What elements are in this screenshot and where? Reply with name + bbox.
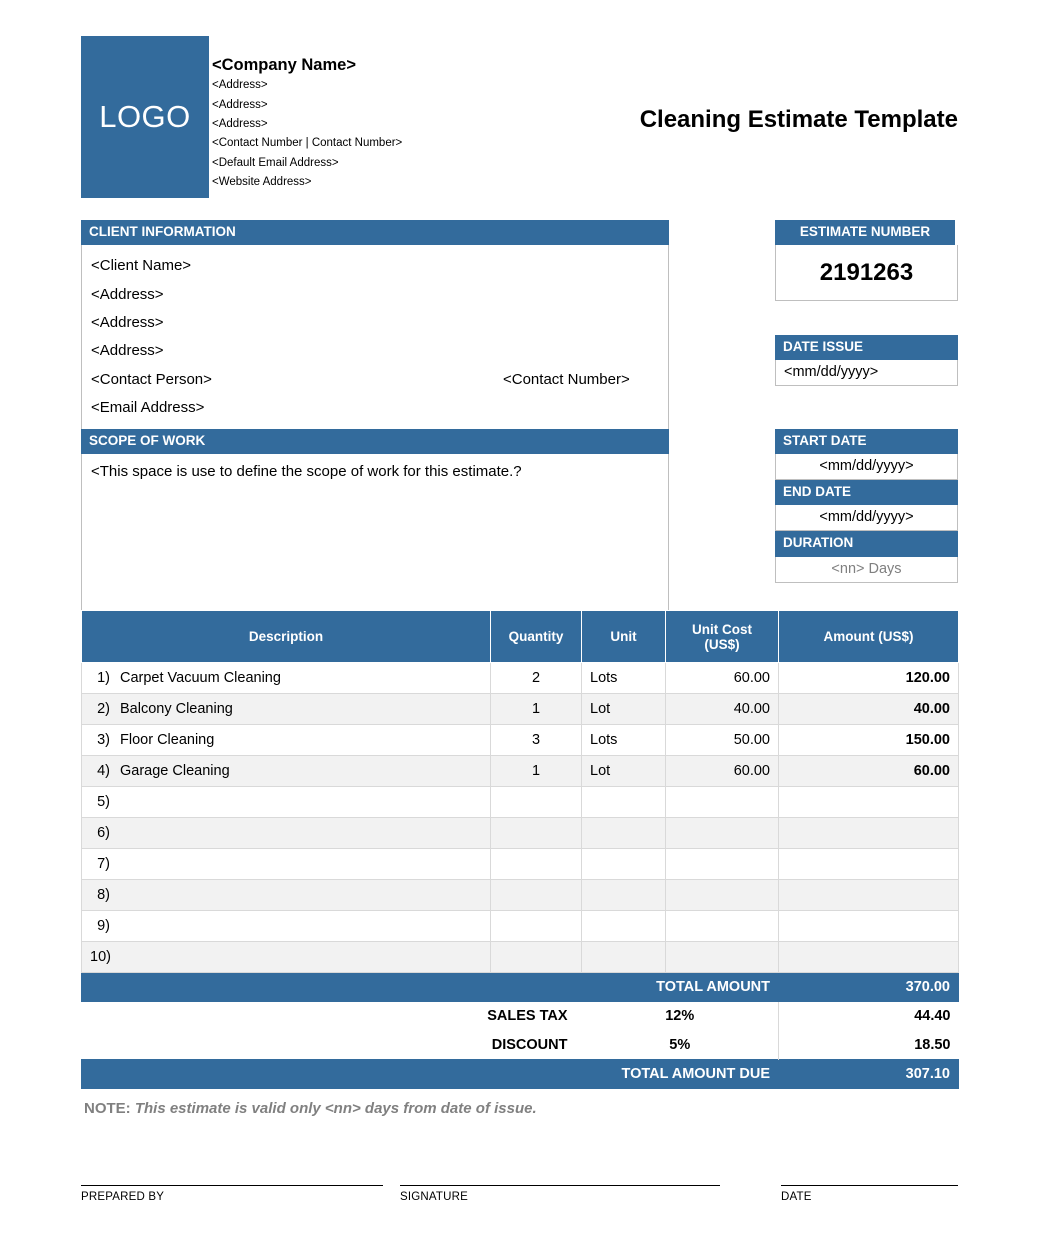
cell-quantity[interactable] <box>491 818 582 849</box>
duration-value[interactable]: <nn> Days <box>775 557 958 583</box>
note-text: This estimate is valid only <nn> days from date of issue. <box>130 1100 537 1117</box>
total-due-value: 307.10 <box>779 1060 959 1089</box>
row-number: 6) <box>97 825 110 841</box>
table-header-row <box>82 611 959 663</box>
total-amount-label: TOTAL AMOUNT <box>82 973 779 1002</box>
cell-unit[interactable] <box>582 849 666 880</box>
client-address-2[interactable]: <Address> <box>91 313 164 331</box>
discount-row <box>82 1031 959 1060</box>
cell-unit[interactable] <box>582 942 666 973</box>
duration-label: DURATION <box>775 531 958 556</box>
row-number: 1) <box>97 670 110 686</box>
cell-unit-cost[interactable] <box>666 942 779 973</box>
line-items-body <box>82 663 959 973</box>
cell-quantity[interactable] <box>491 849 582 880</box>
signature-footer <box>81 1185 958 1235</box>
scope-of-work-text[interactable]: <This space is use to define the scope of work for this estimate.? <box>81 454 669 617</box>
total-due-row <box>82 1060 959 1089</box>
cell-amount[interactable]: 40.00 <box>779 694 959 725</box>
cell-unit-cost[interactable] <box>666 849 779 880</box>
table-row <box>82 818 959 849</box>
table-row <box>82 880 959 911</box>
end-date-label: END DATE <box>775 480 958 505</box>
row-number: 3) <box>97 732 110 748</box>
estimate-number-value[interactable]: 2191263 <box>775 245 958 301</box>
company-address-line-2: <Address> <box>212 98 268 111</box>
total-amount-value: 370.00 <box>779 973 959 1002</box>
client-contact-row <box>91 366 659 394</box>
row-number: 10) <box>90 949 111 965</box>
row-description: Garage Cleaning <box>120 763 230 779</box>
row-number: 7) <box>97 856 110 872</box>
cell-quantity[interactable] <box>491 880 582 911</box>
cell-description[interactable] <box>82 911 491 942</box>
cell-amount[interactable] <box>779 849 959 880</box>
client-contact-number[interactable]: <Contact Number> <box>503 370 630 388</box>
row-number: 5) <box>97 794 110 810</box>
cell-unit-cost[interactable]: 60.00 <box>666 756 779 787</box>
header-unit-cost-line1: Unit Cost <box>692 621 752 637</box>
discount-value: 18.50 <box>779 1031 959 1060</box>
schedule-section <box>775 429 958 583</box>
cell-unit-cost[interactable]: 50.00 <box>666 725 779 756</box>
table-row <box>82 942 959 973</box>
date-field[interactable]: DATE <box>781 1185 958 1203</box>
date-issue-label: DATE ISSUE <box>775 335 958 360</box>
client-contact-person[interactable]: <Contact Person> <box>91 370 212 388</box>
table-row <box>82 725 959 756</box>
cell-amount[interactable] <box>779 818 959 849</box>
signature-field[interactable]: SIGNATURE <box>400 1185 720 1203</box>
cell-unit[interactable]: Lot <box>582 694 666 725</box>
company-email: <Default Email Address> <box>212 156 339 169</box>
row-number: 4) <box>97 763 110 779</box>
cell-amount[interactable] <box>779 787 959 818</box>
cell-description[interactable] <box>82 849 491 880</box>
total-due-label: TOTAL AMOUNT DUE <box>82 1060 779 1089</box>
header-description: Description <box>82 611 491 663</box>
cell-unit-cost[interactable]: 40.00 <box>666 694 779 725</box>
date-issue-section <box>775 335 958 386</box>
header-unit: Unit <box>582 611 666 663</box>
client-information-body <box>81 245 669 431</box>
header-quantity: Quantity <box>491 611 582 663</box>
row-number: 2) <box>97 701 110 717</box>
cell-description[interactable] <box>82 694 491 725</box>
cell-amount[interactable]: 150.00 <box>779 725 959 756</box>
cell-quantity[interactable] <box>491 911 582 942</box>
cell-unit[interactable] <box>582 818 666 849</box>
header-unit-cost <box>666 611 779 663</box>
cell-amount[interactable]: 120.00 <box>779 663 959 694</box>
cell-unit[interactable] <box>582 880 666 911</box>
cell-amount[interactable]: 60.00 <box>779 756 959 787</box>
discount-label: DISCOUNT <box>82 1031 582 1060</box>
discount-percent[interactable]: 5% <box>582 1031 779 1060</box>
cell-unit-cost[interactable] <box>666 880 779 911</box>
company-address-line-3: <Address> <box>212 117 268 130</box>
cell-unit-cost[interactable] <box>666 911 779 942</box>
cell-unit-cost[interactable]: 60.00 <box>666 663 779 694</box>
scope-of-work-section <box>81 429 669 617</box>
estimate-number-section <box>775 220 958 301</box>
cell-amount[interactable] <box>779 880 959 911</box>
table-row <box>82 849 959 880</box>
cell-amount[interactable] <box>779 942 959 973</box>
totals-body <box>82 973 959 1089</box>
table-row <box>82 756 959 787</box>
table-row <box>82 694 959 725</box>
cell-quantity[interactable]: 2 <box>491 663 582 694</box>
sales-tax-label: SALES TAX <box>82 1002 582 1031</box>
cell-unit[interactable] <box>582 787 666 818</box>
cell-amount[interactable] <box>779 911 959 942</box>
company-name: <Company Name> <box>212 56 356 74</box>
header-unit-cost-line2: (US$) <box>704 636 740 652</box>
table-row <box>82 911 959 942</box>
company-website: <Website Address> <box>212 175 312 188</box>
table-row <box>82 663 959 694</box>
cell-unit[interactable]: Lot <box>582 756 666 787</box>
client-name[interactable]: <Client Name> <box>91 257 192 275</box>
cell-description[interactable] <box>82 663 491 694</box>
cell-quantity[interactable]: 1 <box>491 756 582 787</box>
client-information-section <box>81 220 669 432</box>
cell-description[interactable] <box>82 756 491 787</box>
client-address-1[interactable]: <Address> <box>91 285 164 303</box>
cell-unit-cost[interactable] <box>666 787 779 818</box>
cell-quantity[interactable]: 3 <box>491 725 582 756</box>
cell-unit[interactable]: Lots <box>582 725 666 756</box>
end-date-value[interactable]: <mm/dd/yyyy> <box>775 505 958 531</box>
line-items-table <box>81 610 959 1089</box>
logo-text: LOGO <box>99 99 191 134</box>
document-header <box>81 36 958 201</box>
sales-tax-percent[interactable]: 12% <box>582 1002 779 1031</box>
company-address-line-1: <Address> <box>212 79 268 92</box>
note-label: NOTE: <box>84 1100 131 1117</box>
cell-description[interactable] <box>82 725 491 756</box>
company-logo <box>81 36 209 198</box>
header-amount: Amount (US$) <box>779 611 959 663</box>
total-amount-row <box>82 973 959 1002</box>
start-date-value[interactable]: <mm/dd/yyyy> <box>775 454 958 480</box>
row-description: Floor Cleaning <box>120 732 215 748</box>
cell-quantity[interactable]: 1 <box>491 694 582 725</box>
document-title: Cleaning Estimate Template <box>639 106 958 133</box>
date-issue-value[interactable]: <mm/dd/yyyy> <box>775 360 958 386</box>
cell-description[interactable] <box>82 880 491 911</box>
cell-unit-cost[interactable] <box>666 818 779 849</box>
start-date-label: START DATE <box>775 429 958 454</box>
estimate-number-label: ESTIMATE NUMBER <box>775 220 955 245</box>
table-row <box>82 787 959 818</box>
row-description: Carpet Vacuum Cleaning <box>120 670 281 686</box>
cell-unit[interactable]: Lots <box>582 663 666 694</box>
cell-quantity[interactable] <box>491 787 582 818</box>
client-email[interactable]: <Email Address> <box>91 399 205 417</box>
sales-tax-value: 44.40 <box>779 1002 959 1031</box>
row-description: Balcony Cleaning <box>120 701 233 717</box>
sales-tax-row <box>82 1002 959 1031</box>
cell-unit[interactable] <box>582 911 666 942</box>
cell-description[interactable] <box>82 787 491 818</box>
row-number: 9) <box>97 918 110 934</box>
row-number: 8) <box>97 887 110 903</box>
client-information-heading: CLIENT INFORMATION <box>81 220 669 245</box>
cell-description[interactable] <box>82 942 491 973</box>
client-address-3[interactable]: <Address> <box>91 342 164 360</box>
prepared-by-field[interactable]: PREPARED BY <box>81 1185 383 1203</box>
company-contact-number: <Contact Number | Contact Number> <box>212 137 403 150</box>
scope-of-work-heading: SCOPE OF WORK <box>81 429 669 454</box>
cell-description[interactable] <box>82 818 491 849</box>
validity-note <box>84 1100 537 1117</box>
cell-quantity[interactable] <box>491 942 582 973</box>
